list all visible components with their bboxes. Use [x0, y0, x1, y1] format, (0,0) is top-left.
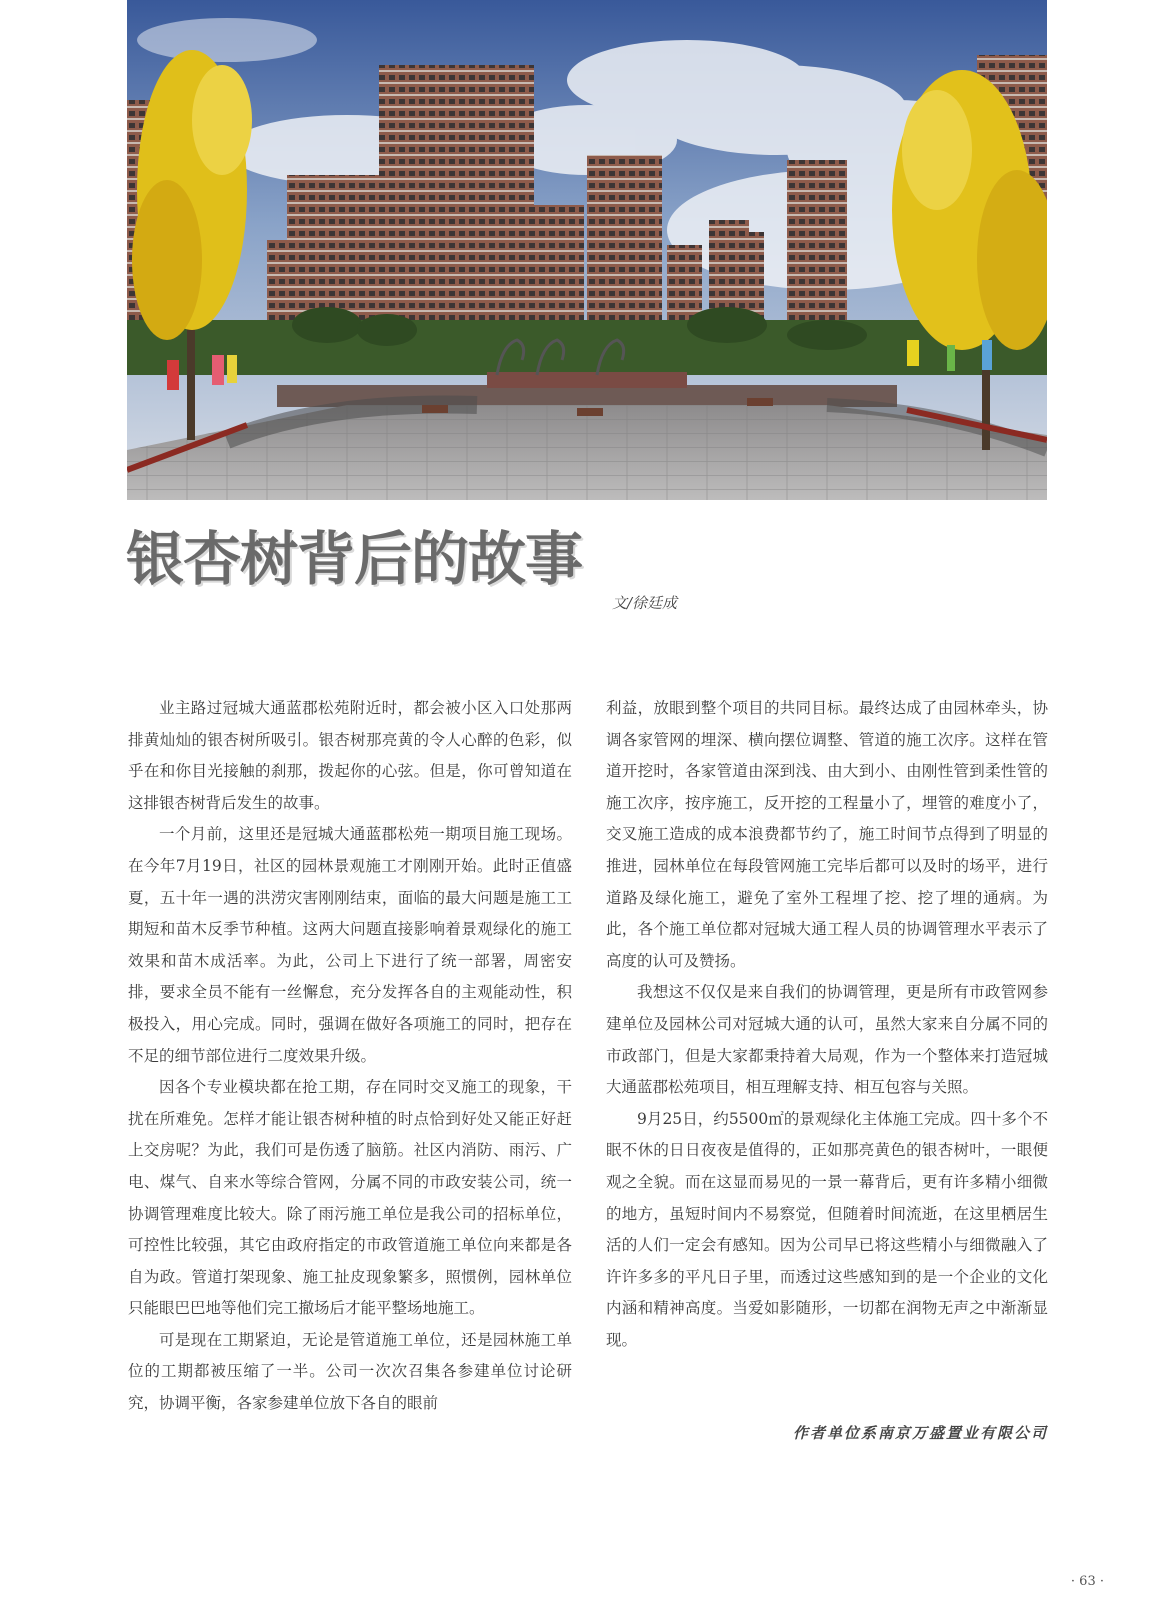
paragraph: 9月25日，约5500㎡的景观绿化主体施工完成。四十多个不眠不休的日日夜夜是值得的，正如那亮黄色的银杏树叶，一眼便观之全貌。而在这显而易见的一景一幕背后，更有许多精小细微的地方，虽短时间内不易察觉，但随着时间流逝，在这里栖居生活的人们一定会有感知。因为公司早已将这些精小与细微融入了许许多多的平凡日子里，而透过这些感知到的是一个企业的文化内涵和精神高度。当爱如影随形，一切都在润物无声之中渐渐显现。 [606, 1109, 1048, 1349]
paragraph: 我想这不仅仅是来自我们的协调管理，更是所有市政管网参建单位及园林公司对冠城大通的认可，虽然大家来自分属不同的市政部门，但是大家都秉持着大局观，作为一个整体来打造冠城大通蓝郡松苑项目，相互理解支持、相互包容与关照。 [606, 983, 1048, 1097]
hero-photo [127, 0, 1047, 500]
residential-complex-illustration [127, 0, 1047, 500]
paragraph: 可是现在工期紧迫，无论是管道施工单位，还是园林施工单位的工期都被压缩了一半。公司一次次召集各参建单位讨论研究，协调平衡，各家参建单位放下各自的眼前 [128, 1330, 572, 1413]
paragraph-continued: 利益，放眼到整个项目的共同目标。最终达成了由园林牵头，协调各家管网的埋深、横向摆位调整、管道的施工次序。这样在管道开挖时，各家管道由深到浅、由大到小、由刚性管到柔性管的施工次序，按序施工，反开挖的工程量小了，埋管的难度小了，交叉施工造成的成本浪费都节约了，施工时间节点得到了明显的推进，园林单位在每段管网施工完毕后都可以及时的场平，进行道路及绿化施工，避免了室外工程埋了挖、挖了埋的通病。为此，各个施工单位都对冠城大通工程人员的协调管理水平表示了高度的认可及赞扬。 [606, 699, 1048, 970]
author-affiliation: 作者单位系南京万盛置业有限公司 [792, 1424, 1048, 1442]
article-column-left [128, 693, 572, 1420]
paragraph: 业主路过冠城大通蓝郡松苑附近时，都会被小区入口处那两排黄灿灿的银杏树所吸引。银杏树那亮黄的令人心醉的色彩，似乎在和你目光接触的刹那，拨起你的心弦。但是，你可曾知道在这排银杏树背后发生的故事。 [128, 699, 572, 812]
article-title: 银杏树背后的故事 [126, 525, 583, 593]
paragraph: 一个月前，这里还是冠城大通蓝郡松苑一期项目施工现场。在今年7月19日，社区的园林景观施工才刚刚开始。此时正值盛夏，五十年一遇的洪涝灾害刚刚结束，面临的最大问题是施工工期短和苗木反季节种植。这两大问题直接影响着景观绿化的施工效果和苗木成活率。为此，公司上下进行了统一部署，周密安排，要求全员不能有一丝懈怠，充分发挥各自的主观能动性，积极投入，用心完成。同时，强调在做好各项施工的同时，把存在不足的细节部位进行二度效果升级。 [128, 825, 572, 1065]
page-number: · 63 · [1070, 1574, 1104, 1589]
article-column-right [606, 693, 1048, 1356]
byline: 文/徐廷成 [612, 594, 678, 612]
paragraph: 因各个专业模块都在抢工期，存在同时交叉施工的现象，干扰在所难免。怎样才能让银杏树种植的时点恰到好处又能正好赶上交房呢？为此，我们可是伤透了脑筋。社区内消防、雨污、广电、煤气、自来水等综合管网，分属不同的市政安装公司，统一协调管理难度比较大。除了雨污施工单位是我公司的招标单位，可控性比较强，其它由政府指定的市政管道施工单位向来都是各自为政。管道打架现象、施工扯皮现象繁多，照惯例，园林单位只能眼巴巴地等他们完工撤场后才能平整场地施工。 [128, 1078, 572, 1318]
